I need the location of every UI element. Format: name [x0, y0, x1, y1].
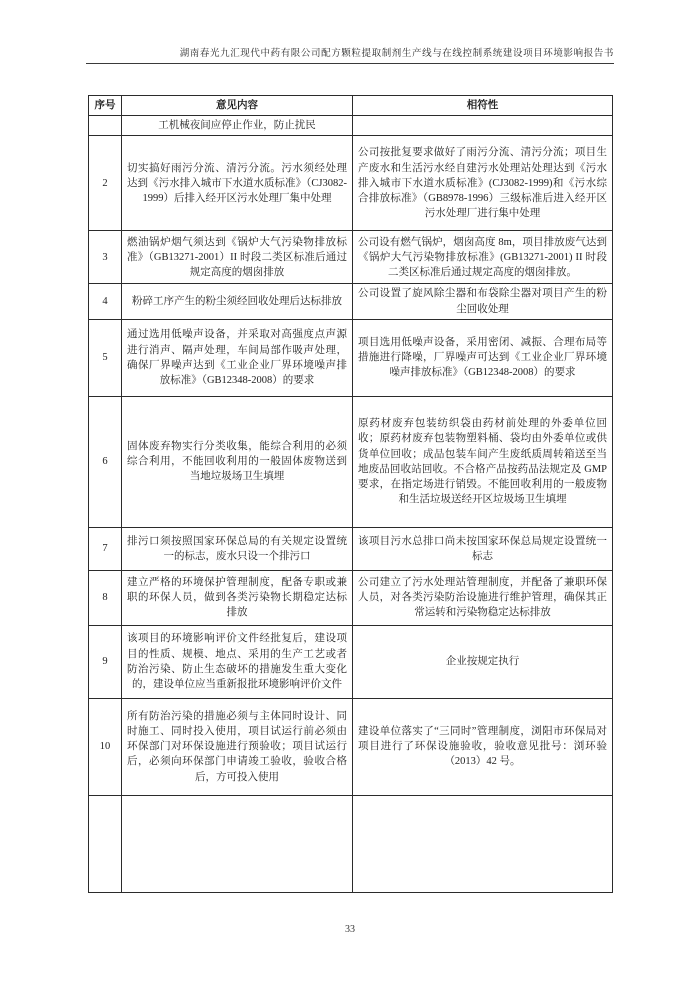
table-row	[89, 231, 613, 284]
table-row	[89, 116, 613, 136]
row-number-cell: 9	[89, 625, 122, 698]
opinion-cell: 固体废弃物实行分类收集，能综合利用的必须综合利用，不能回收利用的一般固体废物送到当地垃圾场卫生填埋	[122, 396, 353, 527]
opinion-cell: 排污口须按照国家环保总局的有关规定设置统一的标志，废水只设一个排污口	[122, 527, 353, 570]
row-number-cell: 8	[89, 570, 122, 625]
opinion-cell: 该项目的环境影响评价文件经批复后，建设项目的性质、规模、地点、采用的生产工艺或者防治污染、防止生态破坏的措施发生重大变化的，建设单位应当重新报批环境影响评价文件	[122, 625, 353, 698]
table-row	[89, 698, 613, 795]
compliance-cell: 项目选用低噪声设备，采用密闭、减振、合理布局等措施进行降噪，厂界噪声可达到《工业企业厂界环境噪声排放标准》（GB12348-2008）的要求	[353, 319, 613, 396]
compliance-cell: 公司建立了污水处理站管理制度，并配备了兼职环保人员，对各类污染防治设施进行维护管理，确保其正常运转和污染物稳定达标排放	[353, 570, 613, 625]
row-number-cell: 10	[89, 698, 122, 795]
opinion-cell: 通过选用低噪声设备，并采取对高强度点声源进行消声、隔声处理，车间局部作吸声处理，确保厂界噪声达到《工业企业厂界环境噪声排放标准》（GB12348-2008）的要求	[122, 319, 353, 396]
row-number-cell: 4	[89, 284, 122, 319]
compliance-cell: 该项目污水总排口尚未按国家环保总局规定设置统一标志	[353, 527, 613, 570]
table-header-row	[89, 96, 613, 116]
compliance-cell: 企业按规定执行	[353, 625, 613, 698]
compliance-cell: 原药材废弃包装纺织袋由药材前处理的外委单位回收；原药材废弃包装物塑料桶、袋均由外委单位或供货单位回收；成品包装车间产生废纸质周转箱送至当地废品回收站回收。不合格产品按药品法规定及 GMP 要求，在指定场进行销毁。不能回收利用的一般废物和生活垃圾送经开区垃圾场卫生填埋	[353, 396, 613, 527]
document-header-title: 湖南春光九汇现代中药有限公司配方颗粒提取制剂生产线与在线控制系统建设项目环境影响报告书	[86, 45, 614, 64]
row-number-cell: 7	[89, 527, 122, 570]
table-row	[89, 570, 613, 625]
row-number-cell: 3	[89, 231, 122, 284]
table-row	[89, 136, 613, 231]
opinion-cell: 切实搞好雨污分流、清污分流。污水须经处理达到《污水排入城市下水道水质标准》（CJ3082-1999）后排入经开区污水处理厂集中处理	[122, 136, 353, 231]
row-number-cell: 6	[89, 396, 122, 527]
compliance-cell: 公司按批复要求做好了雨污分流、清污分流；项目生产废水和生活污水经自建污水处理站处理达到《污水排入城市下水道水质标准》(CJ3082-1999)和《污水综合排放标准》（GB8978-1996）三级标准后进入经开区污水处理厂进行集中处理	[353, 136, 613, 231]
compliance-cell: 公司设有燃气锅炉，烟囱高度 8m，项目排放废气达到《锅炉大气污染物排放标准》(GB13271-2001) II 时段二类区标准后通过规定高度的烟囱排放。	[353, 231, 613, 284]
compliance-cell: 建设单位落实了“三同时”管理制度，浏阳市环保局对项目进行了环保设施验收，验收意见批号：浏环验（2013）42 号。	[353, 698, 613, 795]
row-number-cell: 2	[89, 136, 122, 231]
table-row	[89, 625, 613, 698]
column-header-opinion: 意见内容	[122, 96, 353, 116]
row-number-cell	[89, 116, 122, 136]
opinion-cell: 工机械夜间应停止作业，防止扰民	[122, 116, 353, 136]
opinion-cell: 燃油锅炉烟气须达到《锅炉大气污染物排放标准》（GB13271-2001）II 时段二类区标准后通过规定高度的烟囱排放	[122, 231, 353, 284]
opinion-cell	[122, 795, 353, 892]
opinion-cell: 建立严格的环境保护管理制度，配备专职或兼职的环保人员，做到各类污染物长期稳定达标排放	[122, 570, 353, 625]
opinion-cell: 所有防治污染的措施必须与主体同时设计、同时施工、同时投入使用，项目试运行前必须由环保部门对环保设施进行预验收；项目试运行后，必须向环保部门申请竣工验收，验收合格后，方可投入使用	[122, 698, 353, 795]
compliance-table	[88, 95, 613, 893]
compliance-cell	[353, 116, 613, 136]
compliance-cell: 公司设置了旋风除尘器和布袋除尘器对项目产生的粉尘回收处理	[353, 284, 613, 319]
table-row	[89, 319, 613, 396]
table-row	[89, 527, 613, 570]
page-number: 33	[345, 924, 355, 935]
column-header-compliance: 相符性	[353, 96, 613, 116]
table-row	[89, 795, 613, 892]
opinion-cell: 粉碎工序产生的粉尘须经回收处理后达标排放	[122, 284, 353, 319]
column-header-number: 序号	[89, 96, 122, 116]
table-row	[89, 396, 613, 527]
row-number-cell: 5	[89, 319, 122, 396]
table-row	[89, 284, 613, 319]
row-number-cell	[89, 795, 122, 892]
compliance-cell	[353, 795, 613, 892]
